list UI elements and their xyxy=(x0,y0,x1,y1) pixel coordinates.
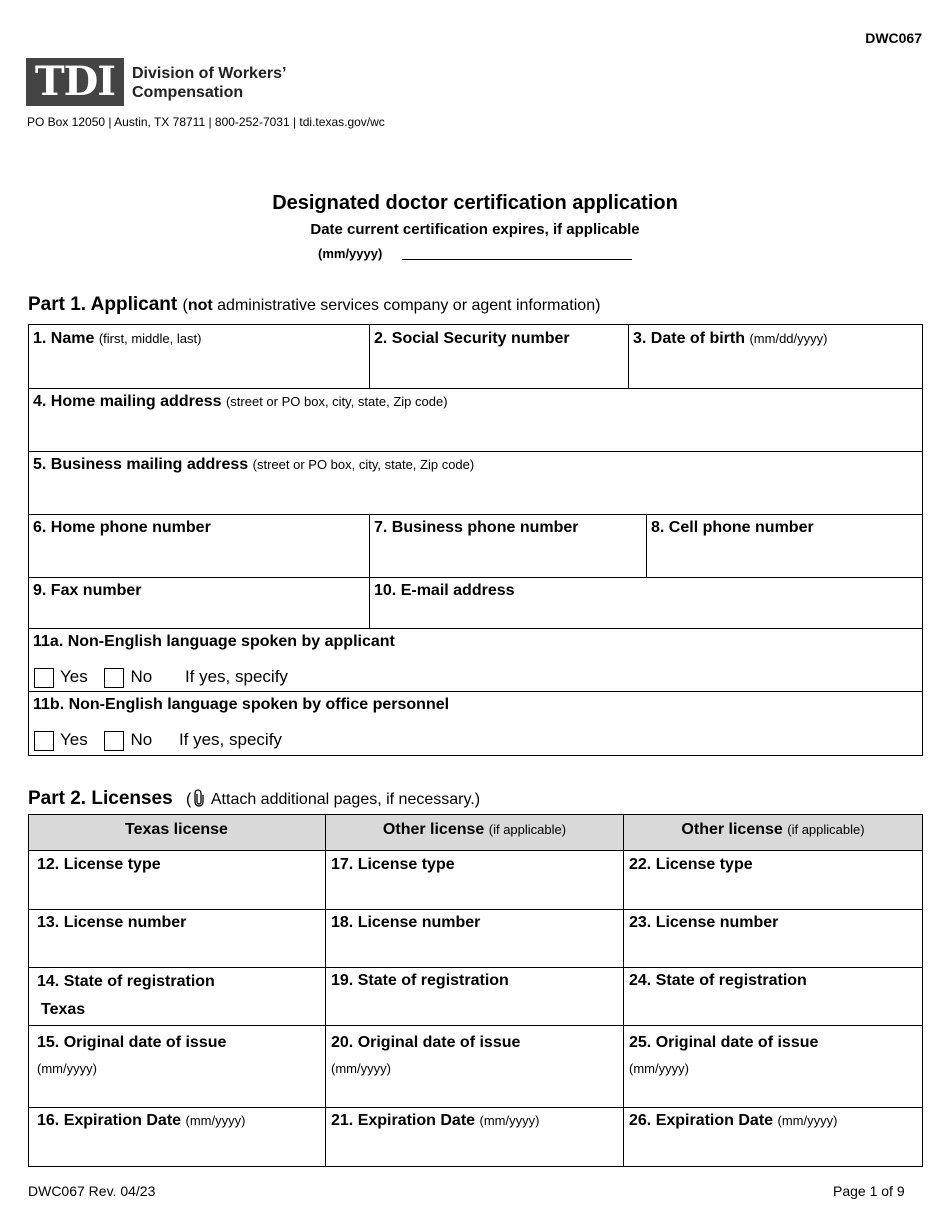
lang-personnel-label: 11b. Non-English language spoken by office personnel xyxy=(33,696,450,713)
state-registration-other-2[interactable]: 24. State of registration xyxy=(629,972,807,989)
lang-applicant-options xyxy=(34,667,288,688)
expiry-date-field[interactable] xyxy=(402,259,632,260)
specify-label: If yes, specify xyxy=(178,730,282,749)
issue-date-other-2[interactable]: 25. Original date of issue (mm/yyyy) xyxy=(629,1034,819,1076)
license-number-other-2[interactable]: 23. License number xyxy=(629,914,779,931)
expiration-date-texas[interactable]: 16. Expiration Date (mm/yyyy) xyxy=(37,1112,246,1129)
col-texas-license: Texas license xyxy=(125,821,228,838)
email-field[interactable]: 10. E-mail address xyxy=(374,582,515,599)
page-subtitle: Date current certification expires, if applicable xyxy=(310,221,640,238)
name-field[interactable]: 1. Name (first, middle, last) xyxy=(33,330,202,347)
lang-personnel-yes-checkbox[interactable] xyxy=(34,731,54,751)
lang-applicant-no-checkbox[interactable] xyxy=(104,668,124,688)
part2-heading xyxy=(28,788,480,810)
division-line1: Division of Workers’ xyxy=(132,65,287,82)
lang-personnel-options xyxy=(34,730,282,751)
state-value: Texas xyxy=(41,1001,86,1018)
form-revision: DWC067 Rev. 04/23 xyxy=(28,1183,156,1199)
part1-title: Part 1. Applicant xyxy=(28,294,178,315)
lang-applicant-label: 11a. Non-English language spoken by applicant xyxy=(33,633,395,650)
business-phone-field[interactable]: 7. Business phone number xyxy=(374,519,579,536)
home-address-field[interactable]: 4. Home mailing address (street or PO box, city, state, Zip code) xyxy=(33,393,448,410)
col-other-license-1: Other license (if applicable) xyxy=(382,821,567,838)
form-code: DWC067 xyxy=(865,30,922,46)
paperclip-icon xyxy=(193,789,205,807)
no-label: No xyxy=(130,730,153,749)
yes-label: Yes xyxy=(60,730,88,749)
lang-personnel-no-checkbox[interactable] xyxy=(104,731,124,751)
state-registration-other-1[interactable]: 19. State of registration xyxy=(331,972,509,989)
part2-note: ( Attach additional pages, if necessary.) xyxy=(185,791,481,808)
col-other-license-2: Other license (if applicable) xyxy=(681,821,865,838)
business-address-field[interactable]: 5. Business mailing address (street or PO box, city, state, Zip code) xyxy=(33,456,475,473)
part1-note: (not administrative services company or agent information) xyxy=(182,297,601,314)
license-type-other-2[interactable]: 22. License type xyxy=(629,856,753,873)
state-registration-texas: 14. State of registration Texas xyxy=(37,973,215,1018)
cell-phone-field[interactable]: 8. Cell phone number xyxy=(651,519,814,536)
license-number-other-1[interactable]: 18. License number xyxy=(331,914,481,931)
license-type-other-1[interactable]: 17. License type xyxy=(331,856,455,873)
expiration-date-other-1[interactable]: 21. Expiration Date (mm/yyyy) xyxy=(331,1112,540,1129)
lang-applicant-yes-checkbox[interactable] xyxy=(34,668,54,688)
contact-info: PO Box 12050 | Austin, TX 78711 | 800-252-7031 | tdi.texas.gov/wc xyxy=(27,115,385,129)
specify-label: If yes, specify xyxy=(184,667,288,686)
tdi-logo: TDI xyxy=(26,58,124,106)
fax-field[interactable]: 9. Fax number xyxy=(33,582,142,599)
license-number-texas[interactable]: 13. License number xyxy=(37,914,187,931)
part1-heading xyxy=(28,294,600,316)
home-phone-field[interactable]: 6. Home phone number xyxy=(33,519,211,536)
expiry-format-label: (mm/yyyy) xyxy=(318,246,383,261)
page-title: Designated doctor certification application xyxy=(272,192,678,214)
issue-date-other-1[interactable]: 20. Original date of issue (mm/yyyy) xyxy=(331,1034,521,1076)
yes-label: Yes xyxy=(60,667,88,686)
division-name xyxy=(132,64,286,102)
part2-title: Part 2. Licenses xyxy=(28,788,173,809)
no-label: No xyxy=(130,667,153,686)
division-line2: Compensation xyxy=(132,84,244,101)
ssn-field[interactable]: 2. Social Security number xyxy=(374,330,570,347)
page-number: Page 1 of 9 xyxy=(833,1183,905,1199)
expiration-date-other-2[interactable]: 26. Expiration Date (mm/yyyy) xyxy=(629,1112,838,1129)
dob-field[interactable]: 3. Date of birth (mm/dd/yyyy) xyxy=(633,330,828,347)
issue-date-texas[interactable]: 15. Original date of issue (mm/yyyy) xyxy=(37,1034,227,1076)
license-type-texas[interactable]: 12. License type xyxy=(37,856,161,873)
